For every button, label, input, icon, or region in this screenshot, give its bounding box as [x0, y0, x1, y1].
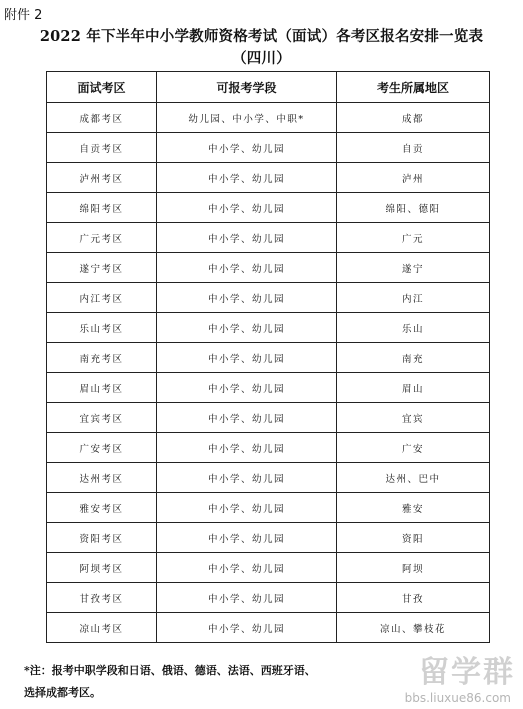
cell-exam-area: 宜宾考区 — [47, 403, 157, 433]
cell-stage: 中小学、幼儿园 — [157, 463, 337, 493]
cell-region: 眉山 — [337, 373, 490, 403]
cell-stage: 中小学、幼儿园 — [157, 613, 337, 643]
header-region: 考生所属地区 — [337, 72, 490, 103]
cell-stage: 中小学、幼儿园 — [157, 553, 337, 583]
cell-region: 内江 — [337, 283, 490, 313]
cell-region: 雅安 — [337, 493, 490, 523]
cell-stage: 中小学、幼儿园 — [157, 223, 337, 253]
header-stage: 可报考学段 — [157, 72, 337, 103]
cell-region: 资阳 — [337, 523, 490, 553]
cell-stage: 中小学、幼儿园 — [157, 283, 337, 313]
cell-exam-area: 达州考区 — [47, 463, 157, 493]
cell-region: 遂宁 — [337, 253, 490, 283]
cell-exam-area: 资阳考区 — [47, 523, 157, 553]
title-line-2: （四川） — [232, 50, 291, 67]
table-row — [47, 583, 490, 613]
cell-region: 阿坝 — [337, 553, 490, 583]
table-row — [47, 553, 490, 583]
cell-region: 泸州 — [337, 163, 490, 193]
cell-stage: 中小学、幼儿园 — [157, 313, 337, 343]
table-row — [47, 193, 490, 223]
cell-exam-area: 甘孜考区 — [47, 583, 157, 613]
cell-stage: 幼儿园、中小学、中职* — [157, 103, 337, 133]
header-exam-area: 面试考区 — [47, 72, 157, 103]
cell-exam-area: 绵阳考区 — [47, 193, 157, 223]
cell-stage: 中小学、幼儿园 — [157, 433, 337, 463]
table-row — [47, 493, 490, 523]
cell-stage: 中小学、幼儿园 — [157, 373, 337, 403]
table-header-row — [47, 72, 490, 103]
table-row — [47, 103, 490, 133]
cell-stage: 中小学、幼儿园 — [157, 253, 337, 283]
table-row — [47, 133, 490, 163]
table-row — [47, 613, 490, 643]
title-line-1: 2022 年下半年中小学教师资格考试（面试）各考区报名安排一览表 — [39, 28, 484, 45]
cell-exam-area: 乐山考区 — [47, 313, 157, 343]
table-row — [47, 163, 490, 193]
cell-exam-area: 遂宁考区 — [47, 253, 157, 283]
cell-exam-area: 南充考区 — [47, 343, 157, 373]
table-row — [47, 343, 490, 373]
cell-exam-area: 凉山考区 — [47, 613, 157, 643]
table-row — [47, 253, 490, 283]
table-row — [47, 283, 490, 313]
cell-stage: 中小学、幼儿园 — [157, 523, 337, 553]
cell-region: 自贡 — [337, 133, 490, 163]
table-row — [47, 373, 490, 403]
document-title — [0, 26, 523, 70]
cell-region: 凉山、攀枝花 — [337, 613, 490, 643]
cell-exam-area: 眉山考区 — [47, 373, 157, 403]
cell-stage: 中小学、幼儿园 — [157, 343, 337, 373]
cell-exam-area: 内江考区 — [47, 283, 157, 313]
table-row — [47, 313, 490, 343]
cell-stage: 中小学、幼儿园 — [157, 133, 337, 163]
exam-area-table — [46, 71, 490, 643]
table-row — [47, 223, 490, 253]
cell-region: 成都 — [337, 103, 490, 133]
watermark-logo: 留学群 — [419, 655, 515, 690]
cell-exam-area: 阿坝考区 — [47, 553, 157, 583]
cell-region: 宜宾 — [337, 403, 490, 433]
attachment-label: 附件 2 — [4, 8, 43, 23]
table-row — [47, 433, 490, 463]
cell-stage: 中小学、幼儿园 — [157, 493, 337, 523]
cell-region: 达州、巴中 — [337, 463, 490, 493]
cell-stage: 中小学、幼儿园 — [157, 193, 337, 223]
watermark-url: bbs.liuxue86.com — [404, 691, 511, 705]
table-body — [47, 103, 490, 643]
table-row — [47, 403, 490, 433]
cell-exam-area: 雅安考区 — [47, 493, 157, 523]
footnote-line-1: *注：报考中职学段和日语、俄语、德语、法语、西班牙语、 — [24, 664, 316, 677]
footnote-line-2: 选择成都考区。 — [24, 686, 101, 699]
cell-exam-area: 泸州考区 — [47, 163, 157, 193]
cell-stage: 中小学、幼儿园 — [157, 403, 337, 433]
cell-region: 广安 — [337, 433, 490, 463]
cell-region: 甘孜 — [337, 583, 490, 613]
cell-stage: 中小学、幼儿园 — [157, 583, 337, 613]
table-row — [47, 463, 490, 493]
cell-exam-area: 广元考区 — [47, 223, 157, 253]
cell-stage: 中小学、幼儿园 — [157, 163, 337, 193]
table-row — [47, 523, 490, 553]
cell-exam-area: 自贡考区 — [47, 133, 157, 163]
cell-region: 绵阳、德阳 — [337, 193, 490, 223]
cell-region: 乐山 — [337, 313, 490, 343]
cell-region: 南充 — [337, 343, 490, 373]
cell-region: 广元 — [337, 223, 490, 253]
cell-exam-area: 成都考区 — [47, 103, 157, 133]
cell-exam-area: 广安考区 — [47, 433, 157, 463]
